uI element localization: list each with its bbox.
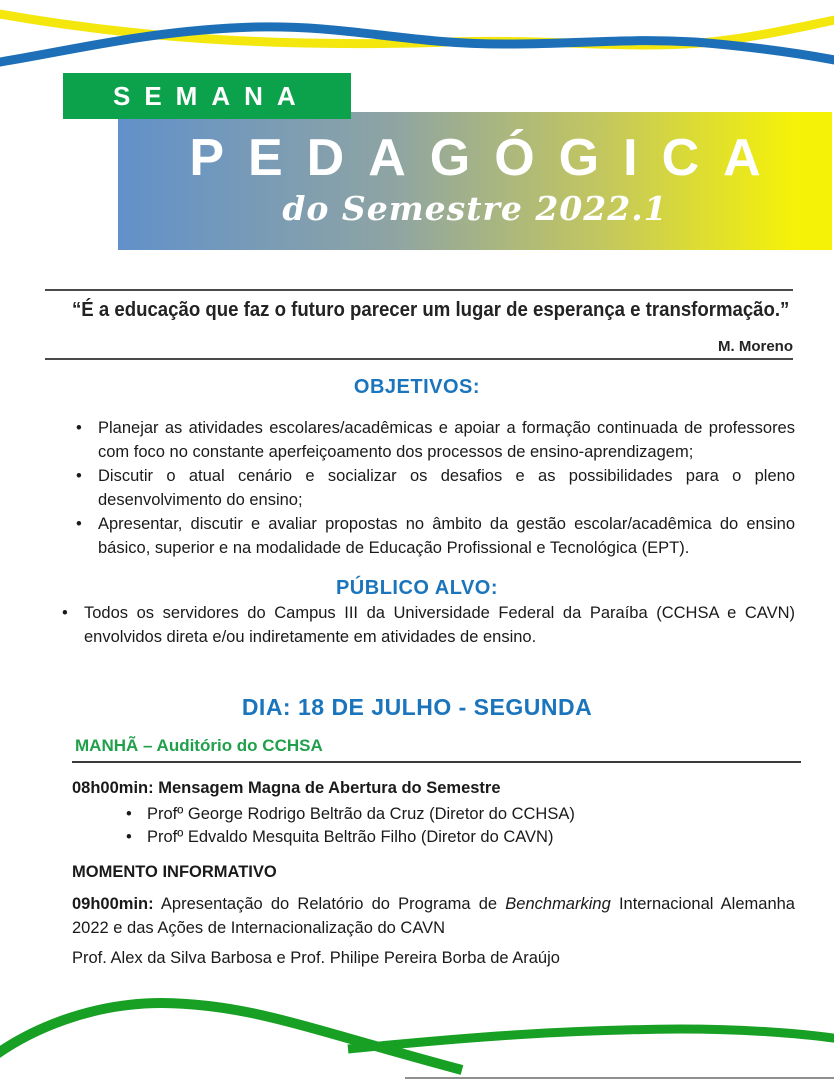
- objetivo-text: Planejar as atividades escolares/acadêmicas e apoiar a formação continuada de professores com foco no constante aperfeiçoamento dos processos de ensino-aprendizagem;: [98, 419, 795, 461]
- bullet-icon: •: [76, 515, 82, 533]
- list-item: [58, 601, 795, 649]
- speaker-name: Profº Edvaldo Mesquita Beltrão Filho (Diretor do CAVN): [147, 828, 554, 846]
- bullet-icon: •: [76, 419, 82, 437]
- schedule-item-0800: 08h00min: Mensagem Magna de Abertura do Semestre: [72, 779, 501, 797]
- bullet-icon: •: [126, 805, 132, 823]
- green-wave-right: [348, 1029, 834, 1049]
- list-item: [72, 416, 795, 464]
- green-wave-left: [0, 1003, 462, 1070]
- quote-author: M. Moreno: [718, 338, 793, 355]
- schedule-text: Internacional Alemanha 2022 e das Ações de Internacionalização do CAVN: [72, 895, 795, 937]
- objetivo-text: Discutir o atual cenário e socializar os desafios e as possibilidades para o pleno desenvolvimento do ensino;: [98, 467, 795, 509]
- session-label: MANHÃ – Auditório do CCHSA: [75, 736, 323, 755]
- list-item: [122, 803, 722, 826]
- banner-subtitle: do Semestre 2022.1: [282, 189, 668, 228]
- blue-wave-line: [0, 27, 834, 63]
- publico-alvo-heading: PÚBLICO ALVO:: [335, 577, 499, 599]
- banner-kicker-text: SEMANA: [113, 80, 310, 111]
- schedule-text-italic: Benchmarking: [505, 895, 611, 913]
- objetivos-list: [72, 416, 795, 560]
- banner-title: PEDAGÓGICA: [189, 129, 785, 187]
- speakers-list: [122, 803, 722, 849]
- publico-alvo-text: Todos os servidores do Campus III da Universidade Federal da Paraíba (CCHSA e CAVN) envolvidos direta e/ou indiretamente em atividades de ensino.: [84, 604, 795, 646]
- banner-gradient-box: [118, 112, 832, 250]
- momento-informativo-label: MOMENTO INFORMATIVO: [72, 863, 277, 881]
- quote-text: “É a educação que faz o futuro parecer um lugar de esperança e transformação.”: [71, 299, 790, 321]
- top-waves-decoration: [0, 0, 834, 80]
- yellow-wave-line: [0, 13, 834, 45]
- publico-alvo-list: [58, 601, 795, 649]
- speaker-name: Profº George Rodrigo Beltrão da Cruz (Diretor do CCHSA): [147, 805, 575, 823]
- session-header-bar: [72, 736, 801, 763]
- objetivo-text: Apresentar, discutir e avaliar propostas no âmbito da gestão escolar/acadêmica do ensino básico, superior e na modalidade de Educação Profissional e Tecnológica (EPT).: [98, 515, 795, 557]
- list-item: [72, 512, 795, 560]
- banner-kicker-box: [63, 73, 351, 119]
- quote-block: [45, 299, 793, 322]
- schedule-item-0900: [72, 892, 795, 940]
- schedule-text: Apresentação do Relatório do Programa de: [153, 895, 506, 913]
- bullet-icon: •: [76, 467, 82, 485]
- presenters-line: Prof. Alex da Silva Barbosa e Prof. Philipe Pereira Borba de Araújo: [72, 949, 560, 967]
- day-heading: DIA: 18 DE JULHO - SEGUNDA: [241, 694, 593, 720]
- footer-waves-decoration: [0, 990, 834, 1080]
- divider-line-top: [45, 289, 793, 291]
- objetivos-heading: OBJETIVOS:: [353, 376, 481, 398]
- schedule-time: 09h00min:: [72, 895, 154, 913]
- bullet-icon: •: [62, 604, 68, 622]
- divider-line-bottom: [45, 358, 793, 360]
- bullet-icon: •: [126, 828, 132, 846]
- list-item: [72, 464, 795, 512]
- list-item: [122, 826, 722, 849]
